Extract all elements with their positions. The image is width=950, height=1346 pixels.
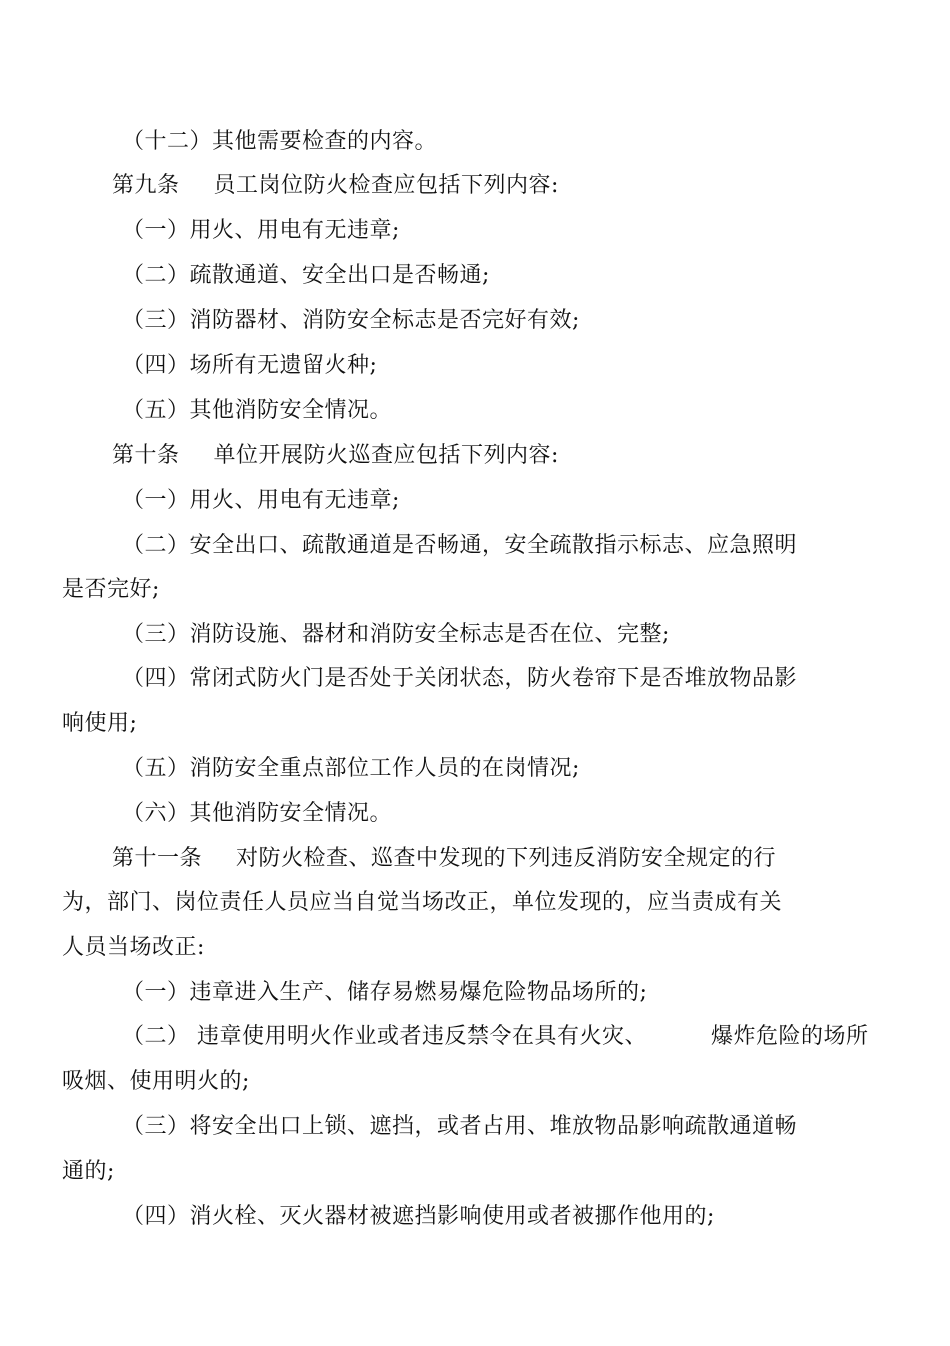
- article-number: 第十一条: [112, 846, 203, 871]
- list-item: [122, 487, 400, 515]
- list-item: [122, 1203, 715, 1231]
- list-item: [122, 1023, 869, 1051]
- list-item-continuation: [62, 576, 160, 604]
- list-item: [122, 979, 647, 1007]
- article-9-heading: [112, 172, 559, 200]
- line-text: （四）消火栓、灭火器材被遮挡影响使用或者被挪作他用的;: [122, 1204, 715, 1229]
- line-text: 通的;: [62, 1159, 115, 1184]
- line-text: 响使用;: [62, 711, 138, 736]
- line-text: （三）消防设施、器材和消防安全标志是否在位、完整;: [122, 622, 670, 647]
- line-text: 人员当场改正:: [62, 935, 205, 960]
- list-item-12: [122, 128, 437, 156]
- line-text: 是否完好;: [62, 577, 160, 602]
- list-item: [122, 397, 392, 425]
- line-text: （二）安全出口、疏散通道是否畅通，安全疏散指示标志、应急照明: [122, 533, 798, 558]
- line-text: （六）其他消防安全情况。: [122, 801, 393, 826]
- list-item: [122, 532, 797, 560]
- paragraph-continuation: [62, 889, 782, 917]
- article-text: 员工岗位防火检查应包括下列内容:: [213, 173, 559, 198]
- line-text: （三）将安全出口上锁、遮挡，或者占用、堆放物品影响疏散通道畅: [122, 1114, 798, 1139]
- article-text: 对防火检查、巡查中发现的下列违反消防安全规定的行: [236, 846, 777, 871]
- line-text: 为，部门、岗位责任人员应当自觉当场改正，单位发现的，应当责成有关: [62, 890, 783, 915]
- line-text: （二） 违章使用明火作业或者违反禁令在具有火灾、: [122, 1024, 647, 1049]
- list-item: [122, 262, 490, 290]
- list-item: [122, 1113, 797, 1141]
- list-item: [122, 800, 392, 828]
- article-text: 单位开展防火巡查应包括下列内容:: [213, 443, 559, 468]
- list-item-continuation: [62, 1158, 115, 1186]
- article-number: 第九条: [112, 173, 180, 198]
- line-text: （五）其他消防安全情况。: [122, 398, 393, 423]
- list-item: [122, 307, 580, 335]
- list-item: [122, 352, 377, 380]
- article-10-heading: [112, 442, 559, 470]
- line-text: （一）用火、用电有无违章;: [122, 488, 400, 513]
- line-text: （十二）其他需要检查的内容。: [122, 129, 438, 154]
- line-text: （一）用火、用电有无违章;: [122, 218, 400, 243]
- list-item: [122, 755, 580, 783]
- line-text: 吸烟、使用明火的;: [62, 1069, 250, 1094]
- list-item-continuation: [62, 710, 137, 738]
- list-item: [122, 665, 797, 693]
- line-text: （四）场所有无遗留火种;: [122, 353, 378, 378]
- line-text: （三）消防器材、消防安全标志是否完好有效;: [122, 308, 580, 333]
- line-text: （二）疏散通道、安全出口是否畅通;: [122, 263, 490, 288]
- paragraph-continuation: [62, 934, 205, 962]
- line-text: （一）违章进入生产、储存易燃易爆危险物品场所的;: [122, 980, 648, 1005]
- list-item: [122, 621, 670, 649]
- list-item-continuation: [62, 1068, 250, 1096]
- article-11-heading: [112, 845, 776, 873]
- line-text: （四）常闭式防火门是否处于关闭状态，防火卷帘下是否堆放物品影: [122, 666, 798, 691]
- line-text: （五）消防安全重点部位工作人员的在岗情况;: [122, 756, 580, 781]
- line-text-tail: 爆炸危险的场所: [711, 1024, 869, 1049]
- list-item: [122, 217, 400, 245]
- article-number: 第十条: [112, 443, 180, 468]
